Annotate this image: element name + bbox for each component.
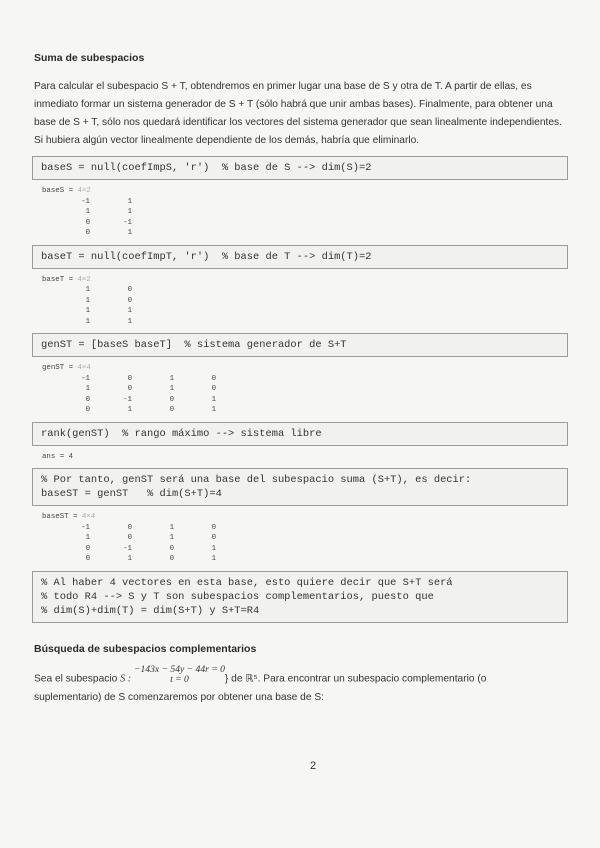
matrix-cell: 0	[85, 229, 90, 237]
matrix-cell: 1	[85, 296, 90, 305]
matrix-cell: 1	[85, 286, 90, 294]
matrix-row	[56, 317, 140, 328]
output-variable: ans = 4	[42, 452, 74, 461]
output-variable: baseT =	[42, 275, 74, 284]
matrix-cell: 1	[127, 229, 132, 237]
matrix-row	[56, 218, 140, 229]
matrix-output	[56, 374, 224, 416]
intro-paragraph: Para calcular el subespacio S + T, obtendremos en primer lugar una base de S y otra de T. A partir de ellas, es inmediato formar un sistema generador de S + T (sólo habrá que unir ambas bases). Finalmente, para obtener una base de S + T, sólo nos quedará identificar los vectores del sistema generador que sean linealmente independientes. Si hubiera algún vector linealmente dependiente de los demás, habría que eliminarlo.	[34, 81, 562, 146]
section-title-complementarios: Búsqueda de subespacios complementarios	[34, 642, 257, 655]
matrix-cell: 0	[127, 523, 132, 532]
definition-prefix: Sea el subespacio	[34, 673, 118, 685]
matrix-cell: 1	[211, 395, 216, 404]
matrix-row	[56, 405, 224, 416]
code-block: baseT = null(coefImpT, 'r') % base de T --> dim(T)=2	[32, 245, 568, 269]
matrix-cell: 0	[127, 534, 132, 542]
matrix-cell: 1	[211, 555, 216, 563]
matrix-row	[56, 285, 140, 296]
matrix-cell: 0	[169, 544, 174, 553]
matrix-cell: 0	[211, 523, 216, 532]
matrix-row	[56, 197, 140, 208]
output-header	[42, 275, 568, 286]
code-output	[42, 452, 568, 463]
matrix-cell: 1	[85, 534, 90, 542]
output-variable: baseST =	[42, 513, 78, 521]
matrix-cell: 1	[127, 406, 132, 414]
matrix-cell: -1	[123, 544, 132, 553]
code-block: % Al haber 4 vectores en esta base, esto quiere decir que S+T será % todo R4 --> S y T son subespacios complementarios, puesto que % dim(S)+dim(T) = dim(S+T) y S+T=R4	[32, 571, 568, 623]
matrix-output	[56, 285, 140, 327]
code-output	[42, 512, 568, 565]
definition-line2: suplementario) de S comenzaremos por obtener una base de S:	[34, 691, 324, 703]
matrix-cell: 0	[211, 385, 216, 393]
matrix-cell: -1	[81, 523, 90, 532]
section-complementarios	[34, 643, 568, 707]
subspace-symbol: S :	[120, 673, 132, 685]
matrix-cell: 0	[85, 395, 90, 404]
code-block: genST = [baseS baseT] % sistema generador de S+T	[32, 333, 568, 357]
output-variable: baseS =	[42, 187, 74, 195]
equation-brace: }	[224, 673, 229, 685]
output-header	[42, 186, 568, 197]
matrix-row	[56, 207, 140, 218]
code-blocks	[34, 156, 568, 623]
matrix-cell: -1	[123, 395, 132, 404]
matrix-cell: 1	[211, 406, 216, 414]
matrix-cell: 0	[85, 555, 90, 563]
output-dimensions: 4×2	[77, 187, 91, 195]
section-title-suma: Suma de subespacios	[34, 52, 145, 64]
matrix-cell: 0	[127, 296, 132, 305]
matrix-cell: 1	[127, 307, 132, 315]
matrix-output	[56, 523, 224, 565]
matrix-row	[56, 554, 224, 565]
output-header	[42, 452, 568, 463]
matrix-cell: 0	[127, 385, 132, 393]
matrix-cell: 1	[85, 307, 90, 315]
code-block: % Por tanto, genST será una base del subespacio suma (S+T), es decir: baseST = genST % dim(S+T)=4	[32, 468, 568, 506]
matrix-cell: 1	[169, 374, 174, 383]
matrix-cell: 1	[127, 197, 132, 206]
document-content	[34, 52, 568, 707]
matrix-cell: -1	[123, 218, 132, 227]
matrix-cell: 1	[169, 523, 174, 532]
output-dimensions: 4×4	[81, 513, 96, 521]
matrix-row	[56, 306, 140, 317]
subspace-definition	[34, 663, 568, 707]
matrix-cell: 1	[127, 208, 132, 216]
matrix-cell: 0	[85, 544, 90, 553]
matrix-cell: 1	[127, 555, 132, 563]
matrix-row	[56, 384, 224, 395]
code-output	[42, 275, 568, 328]
matrix-cell: -1	[81, 197, 90, 206]
output-dimensions: 4×2	[77, 275, 91, 284]
matrix-cell: 1	[85, 317, 90, 326]
code-output	[42, 186, 568, 239]
output-header	[42, 512, 568, 523]
equation-system	[134, 665, 225, 685]
matrix-cell: 1	[85, 208, 90, 216]
matrix-cell: 0	[127, 286, 132, 294]
matrix-output	[56, 197, 140, 239]
matrix-row	[56, 523, 224, 534]
matrix-row	[56, 533, 224, 544]
matrix-row	[56, 544, 224, 555]
matrix-cell: 0	[169, 395, 174, 404]
matrix-row	[56, 395, 224, 406]
matrix-row	[56, 228, 140, 239]
code-output	[42, 363, 568, 416]
matrix-row	[56, 374, 224, 385]
equation-top: −143x − 54y − 44r = 0	[134, 663, 225, 675]
code-block: rank(genST) % rango máximo --> sistema libre	[32, 422, 568, 446]
output-header	[42, 363, 568, 374]
output-dimensions: 4×4	[77, 364, 91, 372]
code-block: baseS = null(coefImpS, 'r') % base de S --> dim(S)=2	[32, 156, 568, 180]
definition-suffix: de ℝ⁵. Para encontrar un subespacio complementario (o	[231, 673, 487, 685]
page-number: 2	[310, 760, 317, 772]
matrix-cell: -1	[81, 374, 90, 383]
matrix-cell: 0	[85, 406, 90, 414]
matrix-cell: 1	[211, 544, 216, 553]
matrix-cell: 0	[169, 555, 174, 563]
matrix-cell: 0	[211, 534, 216, 542]
matrix-cell: 1	[85, 385, 90, 393]
equation-bottom: t = 0	[170, 673, 189, 685]
output-variable: genST =	[42, 364, 74, 372]
matrix-cell: 1	[127, 317, 132, 326]
matrix-cell: 0	[127, 374, 132, 383]
matrix-cell: 0	[211, 374, 216, 383]
matrix-cell: 1	[169, 534, 174, 542]
matrix-cell: 0	[85, 218, 90, 227]
matrix-cell: 0	[169, 406, 174, 414]
matrix-row	[56, 296, 140, 307]
matrix-cell: 1	[169, 385, 174, 393]
